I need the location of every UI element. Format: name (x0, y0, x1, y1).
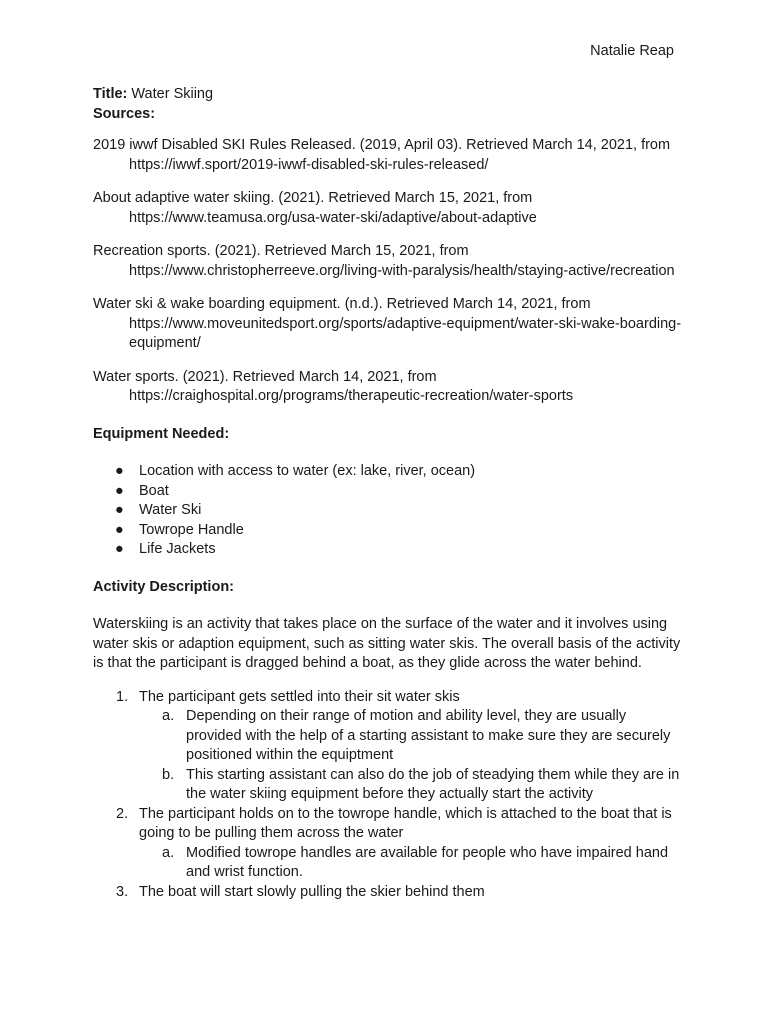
bullet-icon: ● (115, 463, 124, 479)
equipment-item: Water Ski (139, 502, 202, 518)
equipment-heading: Equipment Needed: (93, 425, 230, 442)
equipment-item: Location with access to water (ex: lake, river, ocean) (139, 463, 476, 479)
step-number: 2. (116, 805, 129, 822)
steps-list (93, 688, 683, 903)
step-number: 1. (116, 688, 129, 705)
activity-heading: Activity Description: (93, 578, 234, 595)
equipment-list (93, 462, 683, 560)
substep-text: Depending on their range of motion and ability level, they are usually provided with the help of a starting assistant to make sure they are securely positioned within the equiptment (186, 708, 671, 763)
substep-item (139, 707, 683, 766)
activity-paragraph: Waterskiing is an activity that takes place on the surface of the water and it involves using water skis or adaption equipment, such as sitting water skis. The overall basis of the activity is that the participant is dragged behind a boat, as they glide across the water behind. (93, 616, 681, 671)
title-label: Title: (93, 86, 128, 102)
list-item (93, 482, 683, 502)
citation: Water sports. (2021). Retrieved March 14, 2021, from https://craighospital.org/programs/therapeutic-recreation/water-sports (93, 368, 574, 404)
document-body (93, 85, 683, 902)
equipment-item: Life Jackets (139, 541, 216, 557)
step-text: The participant holds on to the towrope handle, which is attached to the boat that is going to be pulling them across the water (139, 805, 672, 841)
citation-list (93, 136, 683, 407)
substep-letter: a. (162, 708, 175, 724)
step-text: The participant gets settled into their sit water skis (139, 688, 460, 705)
title-line (93, 85, 683, 105)
substep-list (139, 844, 683, 883)
author-name: Natalie Reap (590, 43, 674, 59)
step-item (93, 805, 683, 883)
step-text: The boat will start slowly pulling the skier behind them (139, 883, 485, 900)
equipment-item: Boat (139, 482, 169, 499)
citation: About adaptive water skiing. (2021). Retrieved March 15, 2021, from https://www.teamusa.org/usa-water-ski/adaptive/about-adaptive (93, 190, 537, 226)
substep-text: This starting assistant can also do the job of steadying them while they are in the water skiing equipment before they actually start the activity (186, 766, 680, 802)
list-item (93, 501, 683, 521)
bullet-icon: ● (115, 521, 124, 538)
step-number: 3. (116, 883, 129, 900)
substep-item (139, 766, 683, 805)
substep-letter: a. (162, 844, 175, 861)
substep-letter: b. (162, 766, 175, 783)
bullet-icon: ● (115, 541, 124, 557)
substep-text: Modified towrope handles are available for people who have impaired hand and wrist function. (186, 844, 669, 880)
title-value: Water Skiing (131, 86, 214, 102)
citation: Recreation sports. (2021). Retrieved March 15, 2021, from https://www.christopherreeve.org/living-with-paralysis/health/staying-active/recreation (93, 243, 675, 279)
sources-heading: Sources: (93, 105, 156, 122)
list-item (93, 521, 683, 541)
bullet-icon: ● (115, 502, 124, 518)
list-item (93, 540, 683, 560)
citation: Water ski & wake boarding equipment. (n.d.). Retrieved March 14, 2021, from https://www.moveunitedsport.org/sports/adaptive-equipment/water-ski-wake-boarding-equipment/ (93, 296, 682, 351)
step-item (93, 883, 683, 903)
bullet-icon: ● (115, 482, 124, 499)
list-item (93, 462, 683, 482)
substep-item (139, 844, 683, 883)
equipment-item: Towrope Handle (139, 521, 244, 538)
substep-list (139, 707, 683, 805)
citation: 2019 iwwf Disabled SKI Rules Released. (2019, April 03). Retrieved March 14, 2021, from https://iwwf.sport/2019-iwwf-disabled-ski-rules-released/ (93, 137, 671, 173)
step-item (93, 688, 683, 805)
